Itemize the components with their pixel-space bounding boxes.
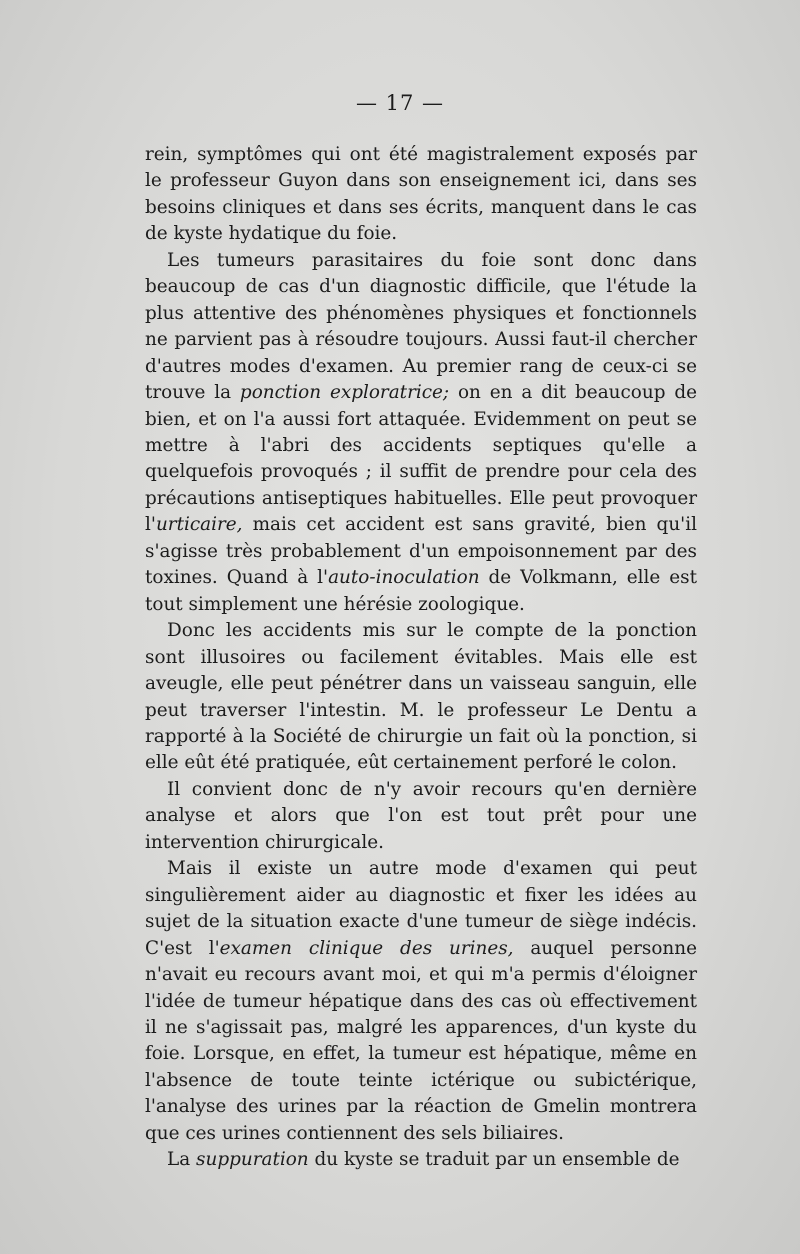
italic-term: ponction exploratrice; — [239, 382, 450, 404]
paragraph — [145, 1147, 697, 1173]
italic-term: suppuration — [196, 1149, 309, 1171]
paragraph — [145, 777, 697, 856]
italic-term: urticaire, — [155, 514, 243, 536]
text-run: auquel personne n'avait eu recours avant moi, et qui m'a permis d'éloigner l'idée de tumeur hépatique dans des cas où effectivement il ne s'agissait pas, malgré les apparences, d'un kyste du foie. Lorsque, en effet, la tumeur est hépatique, même en l'absence de toute teinte ictérique ou subictérique, l'analyse des urines par la réaction de Gmelin montrera que ces urines contiennent des sels biliaires. — [145, 937, 697, 1144]
italic-term: examen clinique des urines, — [219, 937, 514, 959]
text-run: La — [167, 1149, 197, 1171]
paragraph — [145, 856, 697, 1147]
paragraph — [145, 142, 697, 248]
text-run: Donc les accidents mis sur le compte de la ponction sont illusoires ou facilement évitables. Mais elle est aveugle, elle peut pénétrer dans un vaisseau sanguin, elle peut traverser l'intestin. M. le professeur Le Dentu a rapporté à la Société de chirurgie un fait où la ponction, si elle eût été pratiquée, eût certainement perforé le colon. — [145, 620, 697, 774]
text-run: Les tumeurs parasitaires du foie sont donc dans beaucoup de cas d'un diagnostic difficile, que l'étude la plus attentive des phénomènes physiques et fonctionnels ne parvient pas à résoudre toujours. Aussi faut-il chercher d'autres modes d'examen. Au premier rang de ceux-ci se trouve la — [145, 249, 697, 404]
text-run: mais cet accident est sans gravité, bien qu'il s'agisse très probablement d'un empoisonnement par des toxines. Quand à l' — [145, 514, 697, 589]
text-run: rein, symptômes qui ont été magistralement exposés par le professeur Guyon dans son enseignement ici, dans ses besoins cliniques et dans ses écrits, manquent dans le cas de kyste hydatique du foie. — [145, 144, 697, 245]
text-run: de Volkmann, elle est tout simplement une hérésie zoologique. — [145, 567, 697, 615]
paragraph — [145, 618, 697, 777]
text-run: on en a dit beaucoup de bien, et on l'a aussi fort attaquée. Evidemment on peut se mettre à l'abri des accidents septiques qu'elle a quelquefois provoqués ; il suffit de prendre pour cela des précautions antiseptiques habituelles. Elle peut provoquer l' — [145, 382, 697, 536]
text-run: Mais il existe un autre mode d'examen qui peut singulièrement aider au diagnostic et fixer les idées au sujet de la situation exacte d'une tumeur de siège indécis. C'est l' — [145, 858, 697, 959]
page-number: — 17 — — [355, 91, 445, 115]
italic-term: auto-inoculation — [328, 567, 480, 589]
text-run: du kyste se traduit par un ensemble de — [308, 1149, 680, 1171]
text-block — [145, 142, 697, 1174]
text-run: Il convient donc de n'y avoir recours qu'en dernière analyse et alors que l'on est tout prêt pour une intervention chirurgicale. — [145, 778, 697, 853]
paragraph — [145, 248, 697, 618]
